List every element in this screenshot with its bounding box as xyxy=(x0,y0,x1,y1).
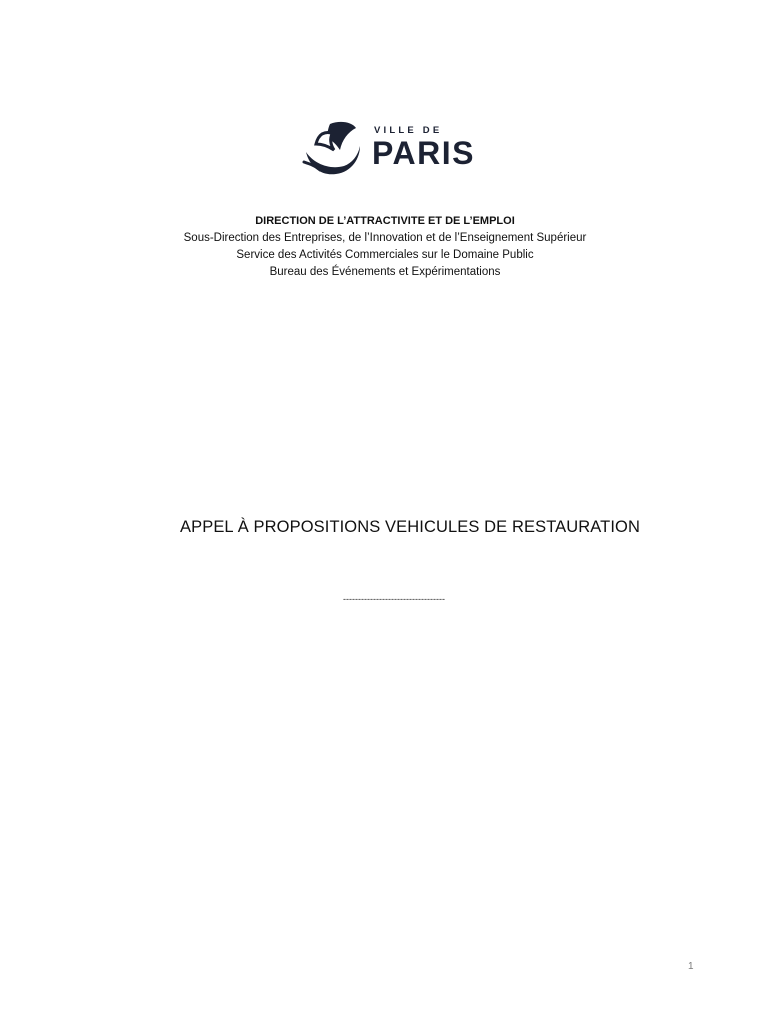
logo-paris-text: PARIS xyxy=(372,135,475,171)
document-title: APPEL À PROPOSITIONS VEHICULES DE RESTAURATION xyxy=(180,518,640,536)
sub-direction-name: Sous-Direction des Entreprises, de l’Innovation et de l’Enseignement Supérieur xyxy=(183,232,587,244)
ville-de-paris-logo xyxy=(300,118,490,178)
title-separator: ---------------------------------- xyxy=(343,594,445,604)
logo-ville-de-text: VILLE DE xyxy=(374,125,443,136)
bureau-name: Bureau des Événements et Expérimentations xyxy=(269,266,501,278)
department-name: DIRECTION DE L’ATTRACTIVITE ET DE L’EMPLOI xyxy=(255,215,515,227)
service-name: Service des Activités Commerciales sur le Domaine Public xyxy=(236,249,534,261)
page-number: 1 xyxy=(688,961,694,972)
paris-ship-icon xyxy=(300,118,366,178)
document-header xyxy=(0,213,770,281)
